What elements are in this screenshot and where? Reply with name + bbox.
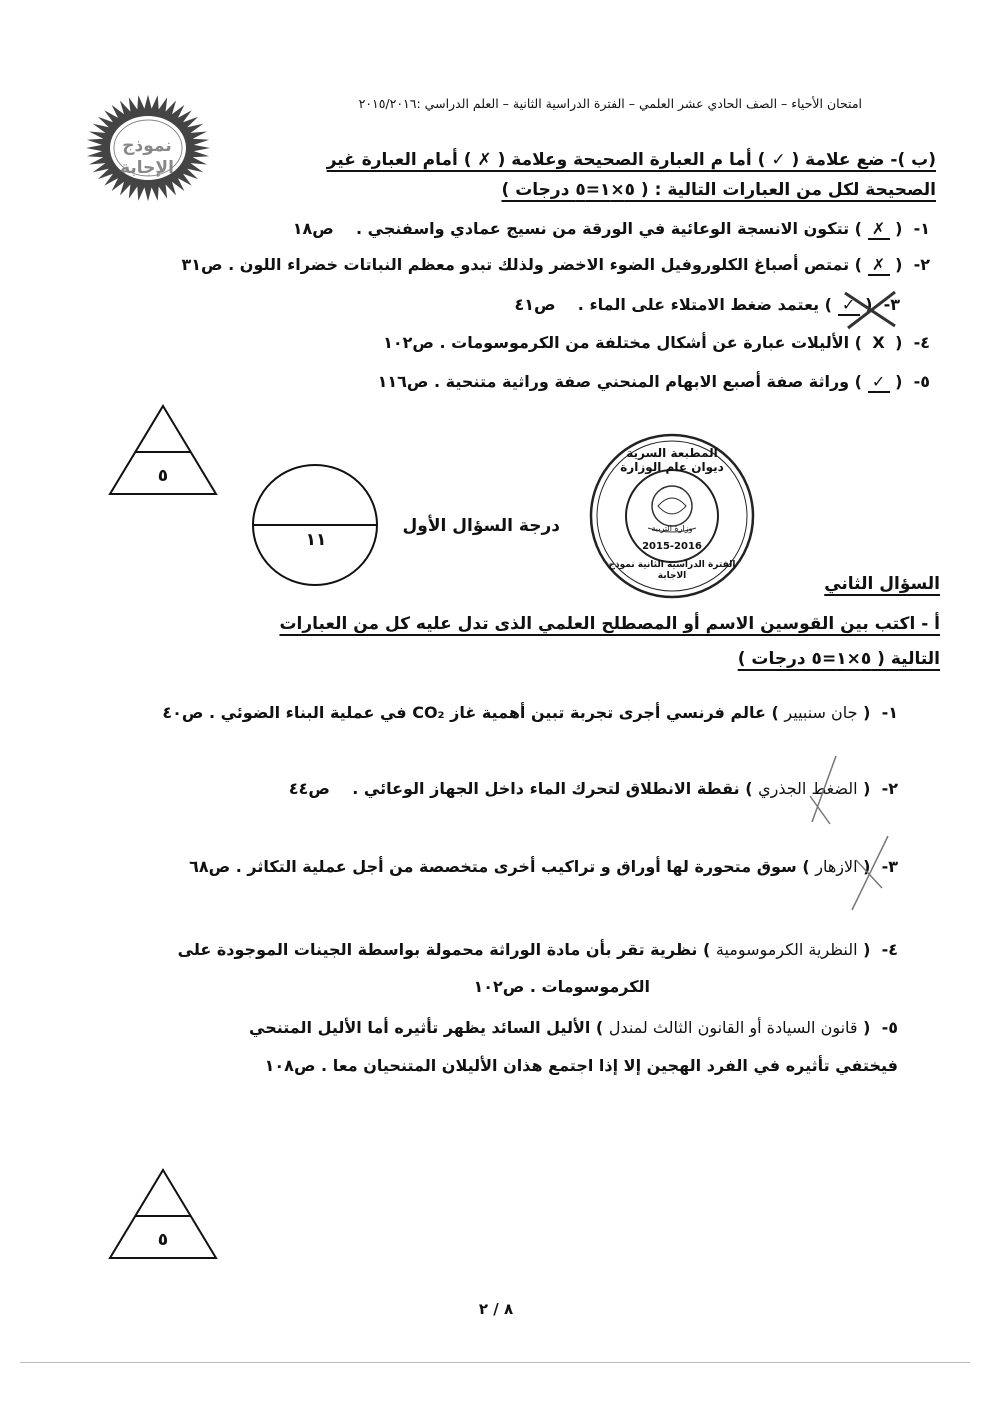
term-item-5: ٥- ( قانون السيادة أو القانون الثالث لمندل ) الأليل السائد يظهر تأثيره أما الأليل المتنحي	[249, 1018, 898, 1037]
ministry-stamp-outer-text: المطبعة السرية ديوان عام الوزارة	[620, 446, 724, 474]
term-answer: جان سنبيير	[784, 703, 858, 722]
answer-mark: ✗	[868, 220, 890, 240]
term-answer: الازهار	[815, 857, 858, 876]
stamp-top-text: نموذج الإجابة	[120, 136, 174, 178]
term-item-4-continued: الكرموسومات . ص١٠٢	[473, 977, 650, 996]
ministry-stamp-inner-text: الفترة الدراسية الثانية نموذج الاجابة	[608, 560, 736, 581]
answer-mark: ✓	[868, 373, 890, 393]
true-false-item-3: ٣- ( ✓ ) يعتمد ضغط الامتلاء على الماء . ص٤١	[514, 295, 900, 314]
q1-total-score: ١١	[305, 530, 327, 550]
term-item-3: ٣- ( الازهار ) سوق متحورة لها أوراق و تراكيب أخرى متخصصة من أجل عملية التكاثر . ص٦٨	[189, 857, 898, 876]
q1-total-label: درجة السؤال الأول	[402, 516, 560, 536]
question2-instruction-line2: التالية ( ٥×١=٥ درجات )	[737, 649, 940, 669]
page-number: ٨ / ٢	[478, 1300, 514, 1318]
question2-score: ٥	[157, 1230, 169, 1250]
term-item-1: ١- ( جان سنبيير ) عالم فرنسي أجرى تجربة تبين أهمية غاز CO₂ في عملية البناء الضوئي . ص٤٠	[162, 703, 898, 722]
score-circle	[250, 463, 380, 587]
ministry-stamp-year: 2015-2016	[642, 541, 702, 552]
question2-instruction-line1: أ - اكتب بين القوسين الاسم أو المصطلح العلمي الذى تدل عليه كل من العبارات	[279, 614, 940, 634]
question2-title: السؤال الثاني	[824, 574, 940, 594]
term-answer: الضغط الجذري	[758, 779, 858, 798]
answer-mark: X	[872, 333, 885, 352]
section-b-score: ٥	[157, 466, 169, 486]
term-item-5-continued: فيختفي تأثيره في الفرد الهجين إلا إذا اجتمع هذان الأليلان المتنحيان معا . ص١٠٨	[264, 1056, 898, 1075]
strike-through-mark	[806, 752, 842, 826]
true-false-item-5: ٥- ( ✓ ) وراثة صفة أصبع الابهام المنحني صفة وراثية متنحية . ص١١٦	[377, 372, 930, 391]
true-false-item-4: ٤- ( X ) الأليلات عبارة عن أشكال مختلفة من الكرموسومات . ص١٠٢	[383, 333, 930, 352]
term-item-2: ٢- ( الضغط الجذري ) نقطة الانطلاق لتحرك الماء داخل الجهاز الوعائي . ص٤٤	[288, 779, 898, 798]
term-answer: قانون السيادة أو القانون الثالث لمندل	[608, 1018, 858, 1037]
ministry-stamp-ministry: وزارة التربية	[651, 524, 693, 533]
section-b-instruction-line2: الصحيحة لكل من العبارات التالية : ( ٥×١=٥ درجات )	[501, 180, 936, 200]
strike-through-mark	[848, 832, 892, 912]
term-item-4: ٤- ( النظرية الكرموسومية ) نظرية تقر بأن مادة الوراثة محمولة بواسطة الجينات الموجودة على	[177, 940, 898, 959]
section-b-instruction-line1: (ب )- ضع علامة ( ✓ ) أما م العبارة الصحيحة وعلامة ( ✗ ) أمام العبارة غير	[326, 150, 936, 170]
answer-mark: ✗	[868, 256, 890, 276]
term-answer: النظرية الكرموسومية	[715, 940, 858, 959]
answer-mark: ✓	[838, 296, 860, 316]
true-false-item-1: ١- ( ✗ ) تتكون الانسجة الوعائية في الورقة من نسيج عمادي واسفنجي . ص١٨	[292, 219, 930, 238]
strike-through-mark	[840, 288, 900, 330]
exam-header: امتحان الأحياء – الصف الحادي عشر العلمي – الفترة الدراسية الثانية – العلم الدراسي :٢٠١٥/٢٠١٦	[358, 96, 862, 111]
true-false-item-2: ٢- ( ✗ ) تمتص أصباغ الكلوروفيل الضوء الاخضر ولذلك تبدو معظم النباتات خضراء اللون . ص٣١	[181, 255, 930, 274]
bottom-divider	[20, 1362, 970, 1363]
